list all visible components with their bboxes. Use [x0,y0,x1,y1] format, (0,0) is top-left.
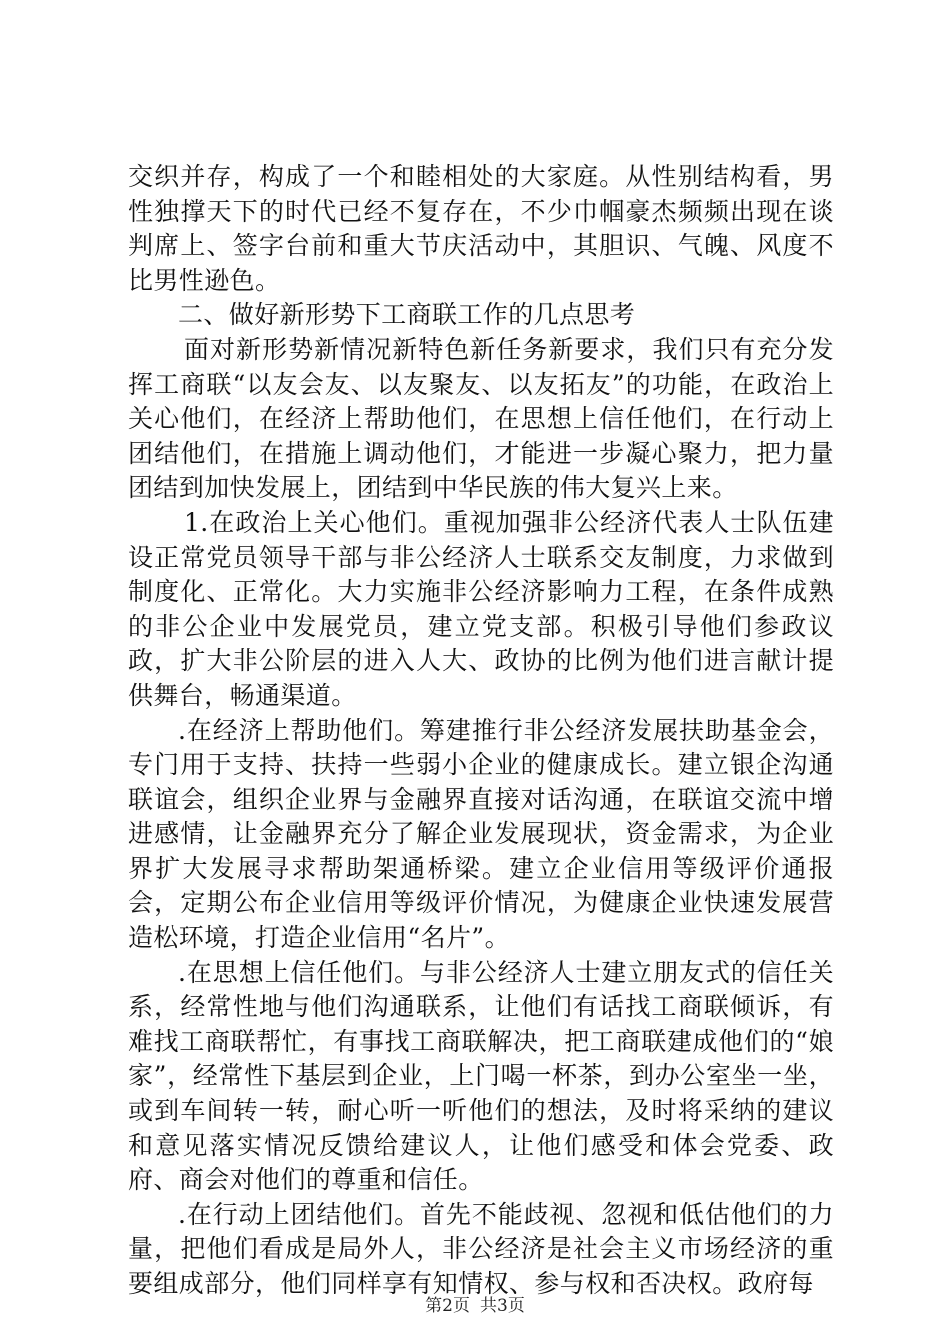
list-item-action: .在行动上团结他们。首先不能歧视、忽视和低估他们的力量，把他们看成是局外人，非公经济是社会主义市场经济的重要组成部分，他们同样享有知情权、参与权和否决权。政府每 [128,1199,834,1298]
page-footer [0,1291,950,1316]
page-total: 共3页 [480,1296,525,1316]
list-item-ideological: .在思想上信任他们。与非公经济人士建立朋友式的信任关系，经常性地与他们沟通联系，让他们有话找工商联倾诉，有难找工商联帮忙，有事找工商联解决，把工商联建成他们的“娘家”，经常性下基层到企业，上门喝一杯茶，到办公室坐一坐，或到车间转一转，耐心听一听他们的想法，及时将采纳的建议和意见落实情况反馈给建议人，让他们感受和体会党委、政府、商会对他们的尊重和信任。 [128,957,834,1195]
list-item-political: 1.在政治上关心他们。重视加强非公经济代表人士队伍建设正常党员领导干部与非公经济人士联系交友制度，力求做到制度化、正常化。大力实施非公经济影响力工程，在条件成熟的非公企业中发展党员，建立党支部。积极引导他们参政议政，扩大非公阶层的进入人大、政协的比例为他们进言献计提供舞台，畅通渠道。 [128,507,834,710]
document-body [128,160,834,1302]
list-item-economic: .在经济上帮助他们。筹建推行非公经济发展扶助基金会，专门用于支持、扶持一些弱小企业的健康成长。建立银企沟通联谊会，组织企业界与金融界直接对话沟通，在联谊交流中增进感情，让金融界充分了解企业发展现状，资金需求，为企业界扩大发展寻求帮助架通桥梁。建立企业信用等级评价通报会，定期公布企业信用等级评价情况，为健康企业快速发展营造松环境，打造企业信用“名片”。 [128,715,834,953]
section-heading: 二、做好新形势下工商联工作的几点思考 [178,300,636,330]
page-number: 第2页 [425,1296,470,1316]
paragraph-intro: 面对新形势新情况新特色新任务新要求，我们只有充分发挥工商联“以友会友、以友聚友、以友拓友”的功能，在政治上关心他们，在经济上帮助他们，在思想上信任他们，在行动上团结他们，在措施上调动他们，才能进一步凝心聚力，把力量团结到加快发展上，团结到中华民族的伟大复兴上来。 [128,334,834,503]
paragraph-continuation: 交织并存，构成了一个和睦相处的大家庭。从性别结构看，男性独撑天下的时代已经不复存在，不少巾帼豪杰频频出现在谈判席上、签字台前和重大节庆活动中，其胆识、气魄、风度不比男性逊色。 [128,162,834,295]
